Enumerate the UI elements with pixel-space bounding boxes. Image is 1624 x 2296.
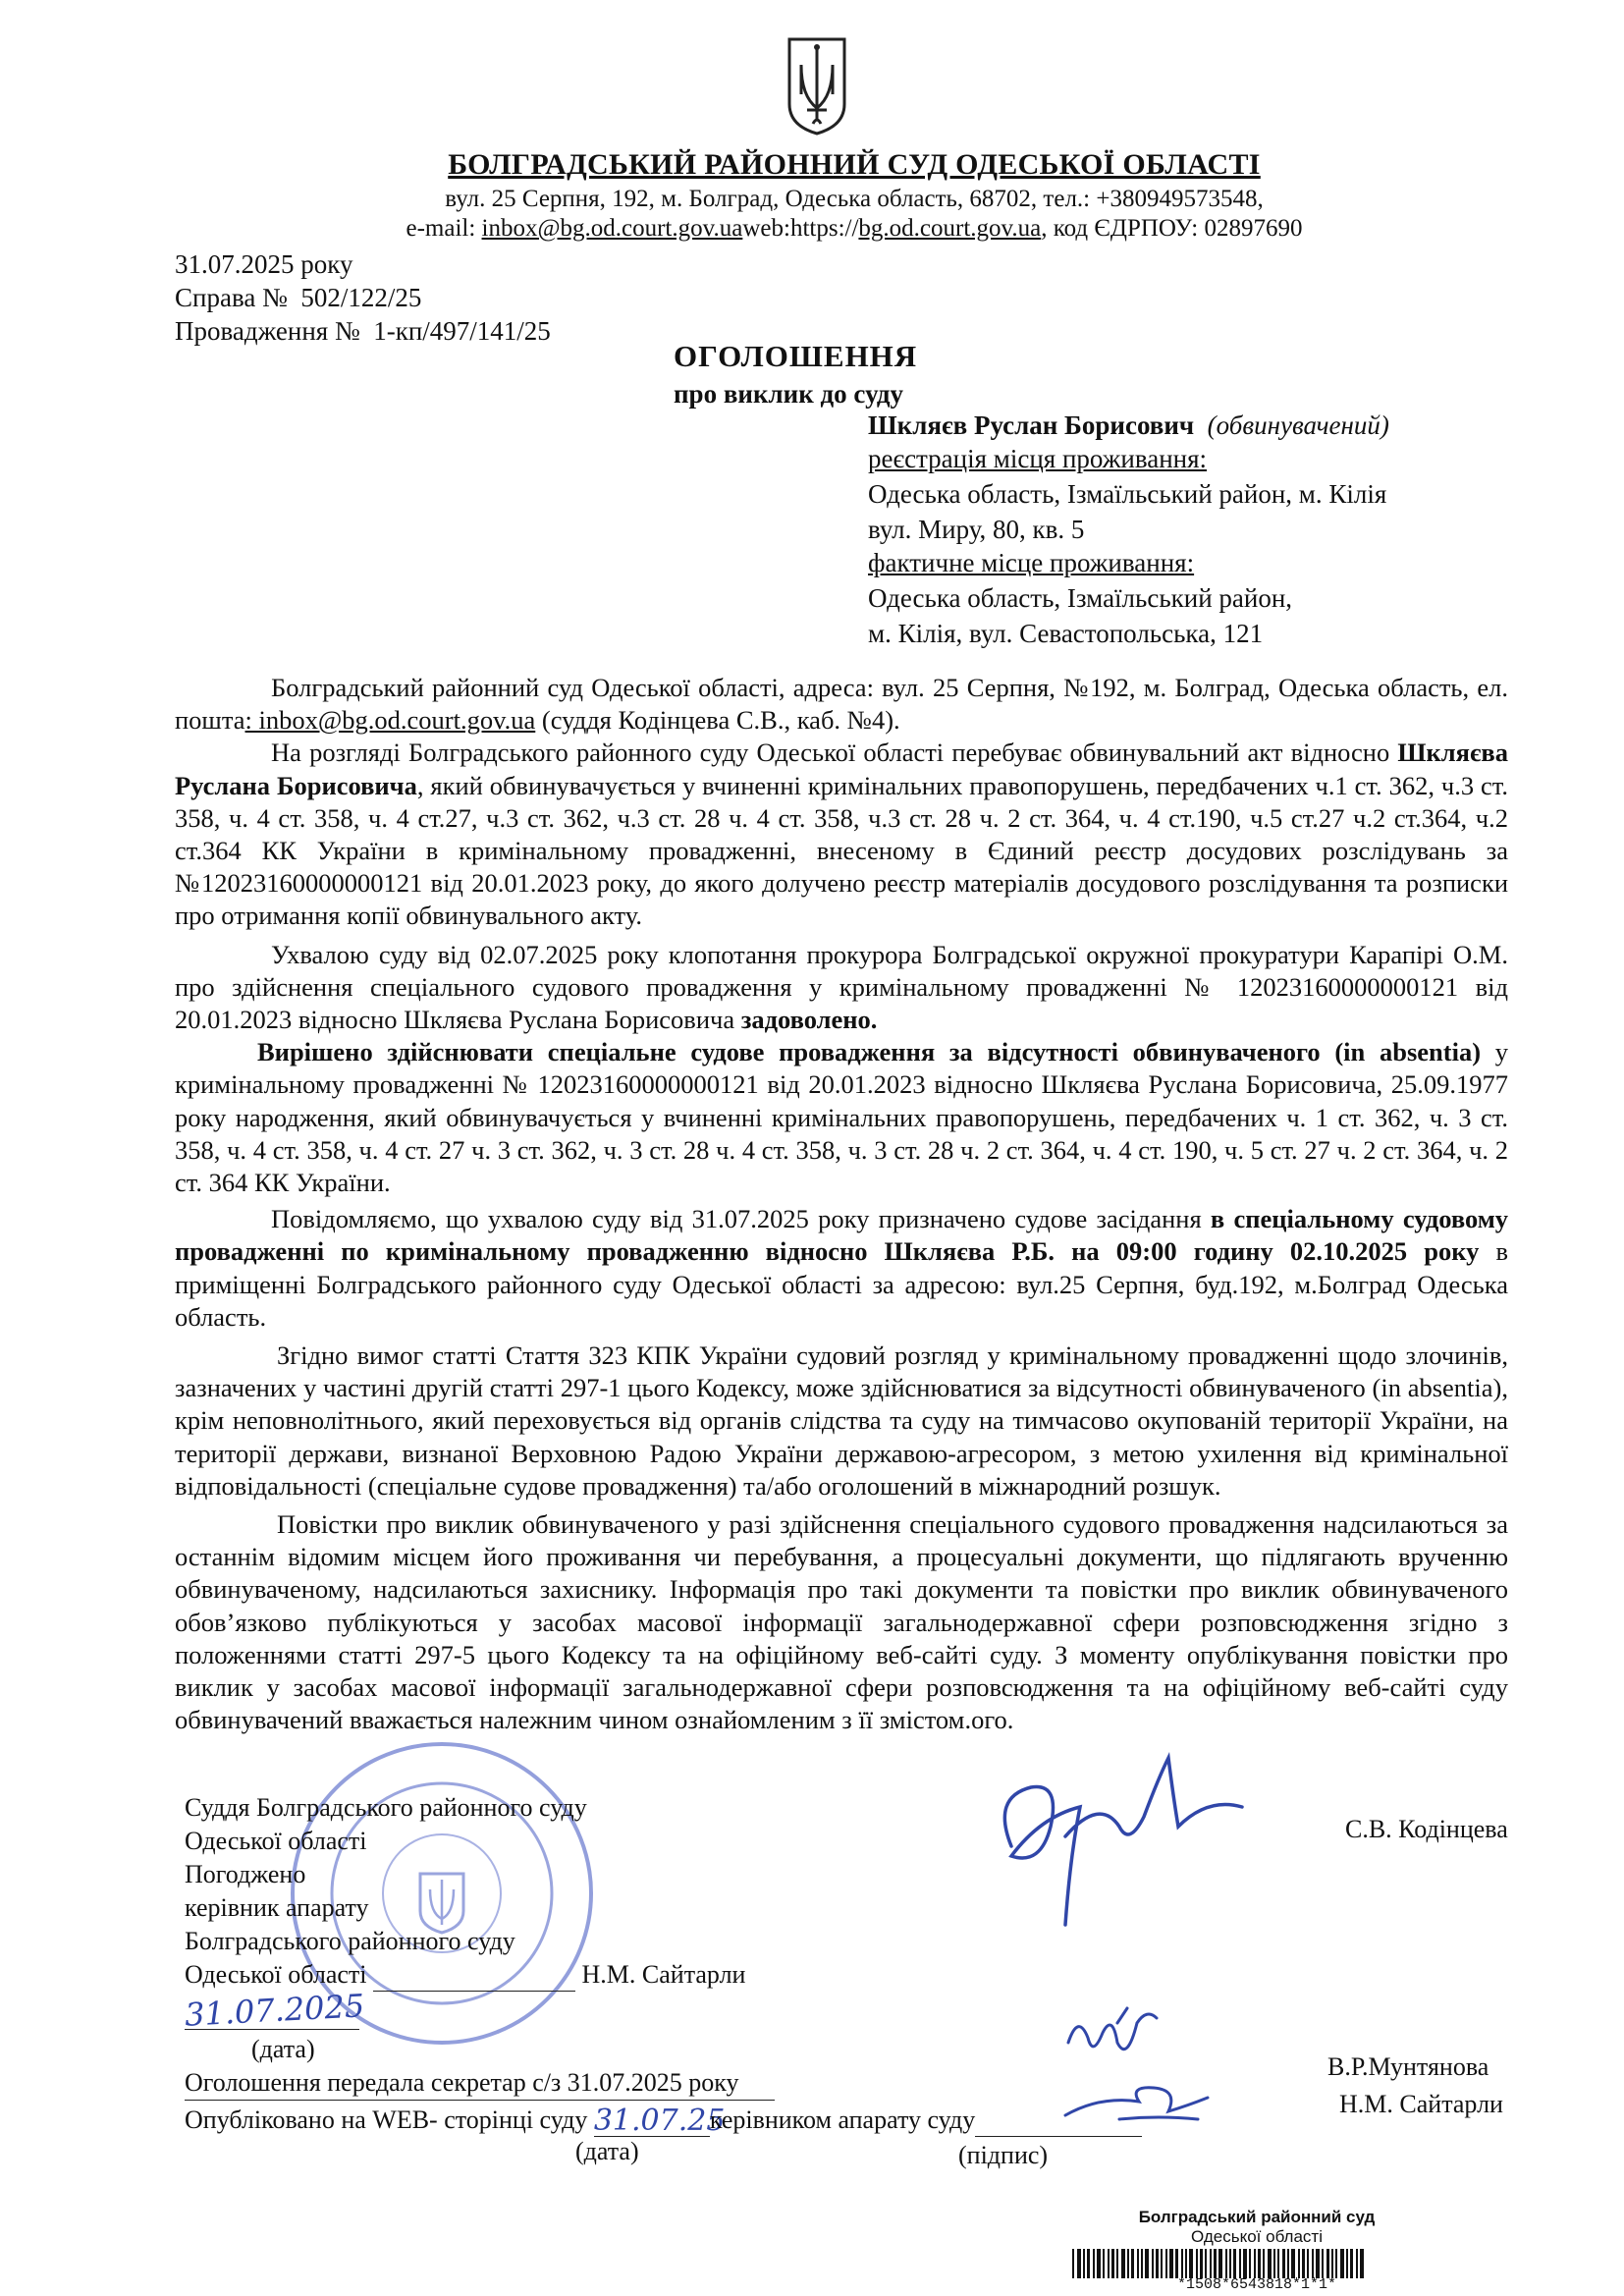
barcode-bar	[1097, 2249, 1101, 2278]
paragraph-indictment: На розгляді Болградського районного суду Одеської області перебуває обвинувальний акт відносно Шкляєва Руслана Борисовича, який обвинувачується у вчиненні кримінальних правопорушень, передбачених ч.1 ст. 362, ч.3 ст. 358, ч. 4 ст. 358, ч. 4 ст.27, ч.3 ст. 362, ч.3 ст. 28 ч. 4 ст. 358, ч.3 ст. 28 ч. 2 ст. 364, ч. 4 ст.190, ч.5 ст.27 ч.2 ст.364, ч.2 ст.364 КК України в кримінальному провадженні, внесеному в Єдиний реєстр досудових розслідувань за №12023160000000121 від 20.01.2023 року, до якого долучено реєстр матеріалів досудового розслідування та розписки про отримання копії обвинувального акту.	[175, 738, 1508, 931]
stamp-court-line-2: Одеської області	[1191, 2227, 1323, 2246]
email-prefix: e-mail:	[406, 215, 482, 242]
registration-label: реєстрація місця проживання:	[868, 444, 1208, 473]
head-title-3: Одеської області Н.М. Сайтарли	[185, 1958, 745, 1992]
barcode-bar	[1131, 2249, 1134, 2278]
barcode-bar	[1165, 2249, 1167, 2278]
barcode-bar	[1152, 2249, 1154, 2278]
barcode-bar	[1185, 2249, 1187, 2278]
barcode-bar	[1239, 2249, 1241, 2278]
secretary-name: В.Р.Мунтянова	[1327, 2052, 1489, 2081]
date-line-1	[185, 2029, 359, 2030]
accused-name: Шкляєв Руслан Борисович	[868, 410, 1195, 440]
head-signature-line	[373, 1991, 575, 1992]
barcode-bar	[1161, 2249, 1163, 2278]
registration-address-2: вул. Миру, 80, кв. 5	[868, 515, 1085, 544]
secretary-signature	[1058, 2003, 1176, 2082]
barcode-bar	[1116, 2249, 1118, 2278]
barcode-bar	[1346, 2249, 1348, 2278]
barcode-bar	[1282, 2249, 1285, 2278]
document-title: ОГОЛОШЕННЯ	[674, 339, 918, 373]
barcode-bar	[1103, 2249, 1105, 2278]
barcode-bar	[1307, 2249, 1309, 2278]
actual-residence-label: фактичне місце проживання:	[868, 548, 1195, 577]
date-label-2: (дата)	[575, 2137, 639, 2165]
registration-stamp	[1070, 2208, 1443, 2247]
barcode-bar	[1156, 2249, 1159, 2278]
barcode-bar	[1360, 2249, 1364, 2278]
judge-title-1: Суддя Болградського районного суду	[185, 1793, 587, 1822]
barcode-bar	[1331, 2249, 1333, 2278]
paragraph-hearing: Повідомляємо, що ухвалою суду від 31.07.2025 року призначено судове засідання в спеціальному судовому провадженні по кримінальному провадженню відносно Шкляєва Р.Б. на 09:00 годину 02.10.2025 року в приміщенні Болградського районного суду Одеської області за адресою: вул.25 Серпня, буд.192, м.Болград Одеська область.	[175, 1204, 1509, 1332]
barcode-bar	[1175, 2249, 1178, 2278]
barcode-bar	[1083, 2249, 1085, 2278]
barcode-bar	[1200, 2249, 1203, 2278]
actual-address-1: Одеська область, Ізмаїльський район,	[868, 583, 1293, 613]
barcode-bar	[1263, 2249, 1265, 2278]
barcode-bar	[1108, 2249, 1110, 2278]
notice-body	[175, 672, 1508, 1737]
barcode-bar	[1087, 2249, 1090, 2278]
barcode-bar	[1093, 2249, 1095, 2278]
barcode-bar	[1077, 2249, 1081, 2278]
barcode-bar	[1335, 2249, 1337, 2278]
head-title-2: Болградського районного суду	[185, 1927, 515, 1955]
barcode-number: *1508*6543818*1*1*	[1176, 2276, 1337, 2293]
barcode-bar	[1111, 2249, 1114, 2278]
case-number: Справа № 502/122/25	[175, 283, 422, 312]
date-label-1: (дата)	[251, 2035, 315, 2063]
barcode-bar	[1233, 2249, 1236, 2278]
publisher-signature-line	[975, 2136, 1142, 2137]
head-name: Н.М. Сайтарли	[581, 1960, 746, 1989]
barcode-bar	[1229, 2249, 1231, 2278]
published-line: Опубліковано на WEB- сторінці суду 31.07.25керівником апарату суду	[185, 2104, 1142, 2137]
judge-name: С.В. Кодінцева	[1345, 1815, 1508, 1843]
barcode-bar	[1249, 2249, 1251, 2278]
paragraph-decision: Вирішено здійснювати спеціальне судове провадження за відсутності обвинуваченого (in absentia) у кримінальному провадженні № 12023160000000121 від 20.01.2023 відносно Шкляєва Руслана Борисовича, 25.09.1977 року народження, який обвинувачується у вчиненні кримінальних правопорушень, передбачених ч. 1 ст. 362, ч. 3 ст. 358, ч. 4 ст. 358, ч. 4 ст. 27 ч. 3 ст. 362, ч. 3 ст. 28 ч. 4 ст. 358, ч. 3 ст. 28 ч. 2 ст. 364, ч. 4 ст. 190, ч. 5 ст. 27 ч. 2 ст. 364, ч. 2 ст. 364 КК України.	[175, 1037, 1509, 1198]
barcode-bar	[1218, 2249, 1222, 2278]
barcode-bar	[1356, 2249, 1358, 2278]
barcode-bar	[1326, 2249, 1329, 2278]
paragraph-court-address: Болградський районний суд Одеської області, адреса: вул. 25 Серпня, №192, м. Болград, Одеська область, ел. пошта: inbox@bg.od.court.gov.ua (суддя Кодінцева С.В., каб. №4).	[175, 673, 1508, 736]
body-email-link[interactable]: : inbox@bg.od.court.gov.ua	[244, 705, 536, 736]
document-subtitle: про виклик до суду	[674, 379, 904, 409]
head-title-1: керівник апарату	[185, 1893, 369, 1922]
barcode-bar	[1169, 2249, 1173, 2278]
document-date: 31.07.2025 року	[175, 249, 353, 279]
barcode-bar	[1291, 2249, 1295, 2278]
barcode-bar	[1072, 2249, 1074, 2278]
signature-label: (підпис)	[958, 2141, 1049, 2169]
barcode-bar	[1225, 2249, 1227, 2278]
barcode-bar	[1287, 2249, 1289, 2278]
proceeding-number: Провадження № 1-кп/497/141/25	[175, 316, 551, 346]
handwritten-date-2: 31.07.25	[593, 2104, 726, 2138]
agreed-label: Погоджено	[185, 1860, 306, 1888]
barcode-bar	[1243, 2249, 1247, 2278]
stamp-court-line-1: Болградський районний суд	[1138, 2208, 1376, 2226]
barcode-bar	[1277, 2249, 1279, 2278]
accused-role: (обвинувачений)	[1207, 410, 1389, 440]
barcode-bar	[1127, 2249, 1129, 2278]
barcode-bar	[1141, 2249, 1143, 2278]
paragraph-article-323: Згідно вимог статті Стаття 323 КПК України судовий розгляд у кримінальному провадженні щодо злочинів, зазначених у частині другій статті 297-1 цього Кодексу, може здійснюватися за відсутності обвинуваченого (in absentia), крім неповнолітнього, який переховується від органів слідства та суду на тимчасово окупованій території України, на території держави, визнаної Верховною Радою України державою-агресором, з метою ухилення від кримінальної відповідальності (спеціальне судове провадження) та/або оголошений в міжнародний розшук.	[175, 1340, 1508, 1501]
barcode-bar	[1196, 2249, 1198, 2278]
actual-address-2: м. Кілія, вул. Севастопольська, 121	[868, 619, 1264, 648]
barcode-bar	[1145, 2249, 1149, 2278]
judge-signature	[972, 1738, 1247, 1935]
barcode-bar	[1350, 2249, 1353, 2278]
barcode-bar	[1340, 2249, 1344, 2278]
judge-title-2: Одеської області	[185, 1827, 367, 1855]
barcode-bar	[1316, 2249, 1320, 2278]
court-email-link[interactable]: inbox@bg.od.court.gov.ua	[481, 215, 743, 242]
barcode-bar	[1312, 2249, 1314, 2278]
barcode-bar	[1210, 2249, 1212, 2278]
barcode-bar	[1205, 2249, 1207, 2278]
paragraph-ruling: Ухвалою суду від 02.07.2025 року клопотання прокурора Болградської окружної прокуратури Карапірі О.М. про здійснення спеціального судового провадження у кримінальному провадженні № 12023160000000121 від 20.01.2023 відносно Шкляєва Руслана Борисовича задоволено.	[175, 939, 1508, 1035]
barcode-bar	[1258, 2249, 1261, 2278]
registration-address-1: Одеська область, Ізмаїльський район, м. Кілія	[868, 479, 1387, 509]
barcode-bar	[1181, 2249, 1183, 2278]
barcode-bar	[1298, 2249, 1300, 2278]
court-website-link[interactable]: bg.od.court.gov.ua	[858, 215, 1042, 242]
announcement-line: Оголошення передала секретар с/з 31.07.2025 року	[185, 2066, 775, 2101]
barcode-bar	[1254, 2249, 1256, 2278]
barcode	[1072, 2249, 1441, 2278]
barcode-bar	[1322, 2249, 1324, 2278]
web-prefix: web:https://	[742, 215, 859, 242]
published-name: Н.М. Сайтарли	[1339, 2090, 1503, 2118]
handwritten-date-1: 31.07.2025	[184, 1987, 366, 2034]
publisher-signature	[1060, 2076, 1218, 2131]
barcode-bar	[1214, 2249, 1217, 2278]
barcode-bar	[1302, 2249, 1305, 2278]
coat-of-arms-icon	[785, 35, 848, 137]
edrpou-code: , код ЄДРПОУ: 02897690	[1041, 215, 1303, 242]
court-address: вул. 25 Серпня, 192, м. Болград, Одеська область, 68702, тел.: +380949573548,	[445, 186, 1264, 212]
barcode-bar	[1137, 2249, 1139, 2278]
addressee-block	[868, 409, 1477, 650]
paragraph-summons: Повістки про виклик обвинуваченого у разі здійснення спеціального судового провадження надсилаються за останнім відомим місцем його проживання чи перебування, а процесуальні документи, що підлягають врученню обвинуваченому, надсилаються захиснику. Інформація про такі документи та повістки про виклик обвинуваченого обов’язково публікуються у засобах масової інформації загальнодержавної сфери розповсюдження згідно з положеннями статті 297-5 цього Кодексу та на офіційному веб-сайті суду. З моменту опублікування повістки про виклик у засобах масової інформації загальнодержавної сфери розповсюдження та на офіційному веб-сайті суду обвинувачений вважається належним чином ознайомленим з її змістом.ого.	[175, 1509, 1508, 1735]
barcode-bar	[1121, 2249, 1125, 2278]
barcode-bar	[1189, 2249, 1193, 2278]
court-name: БОЛГРАДСЬКИЙ РАЙОННИЙ СУД ОДЕСЬКОЇ ОБЛАСТІ	[448, 148, 1261, 181]
barcode-bar	[1273, 2249, 1275, 2278]
court-contacts	[295, 214, 1414, 244]
barcode-bar	[1268, 2249, 1272, 2278]
